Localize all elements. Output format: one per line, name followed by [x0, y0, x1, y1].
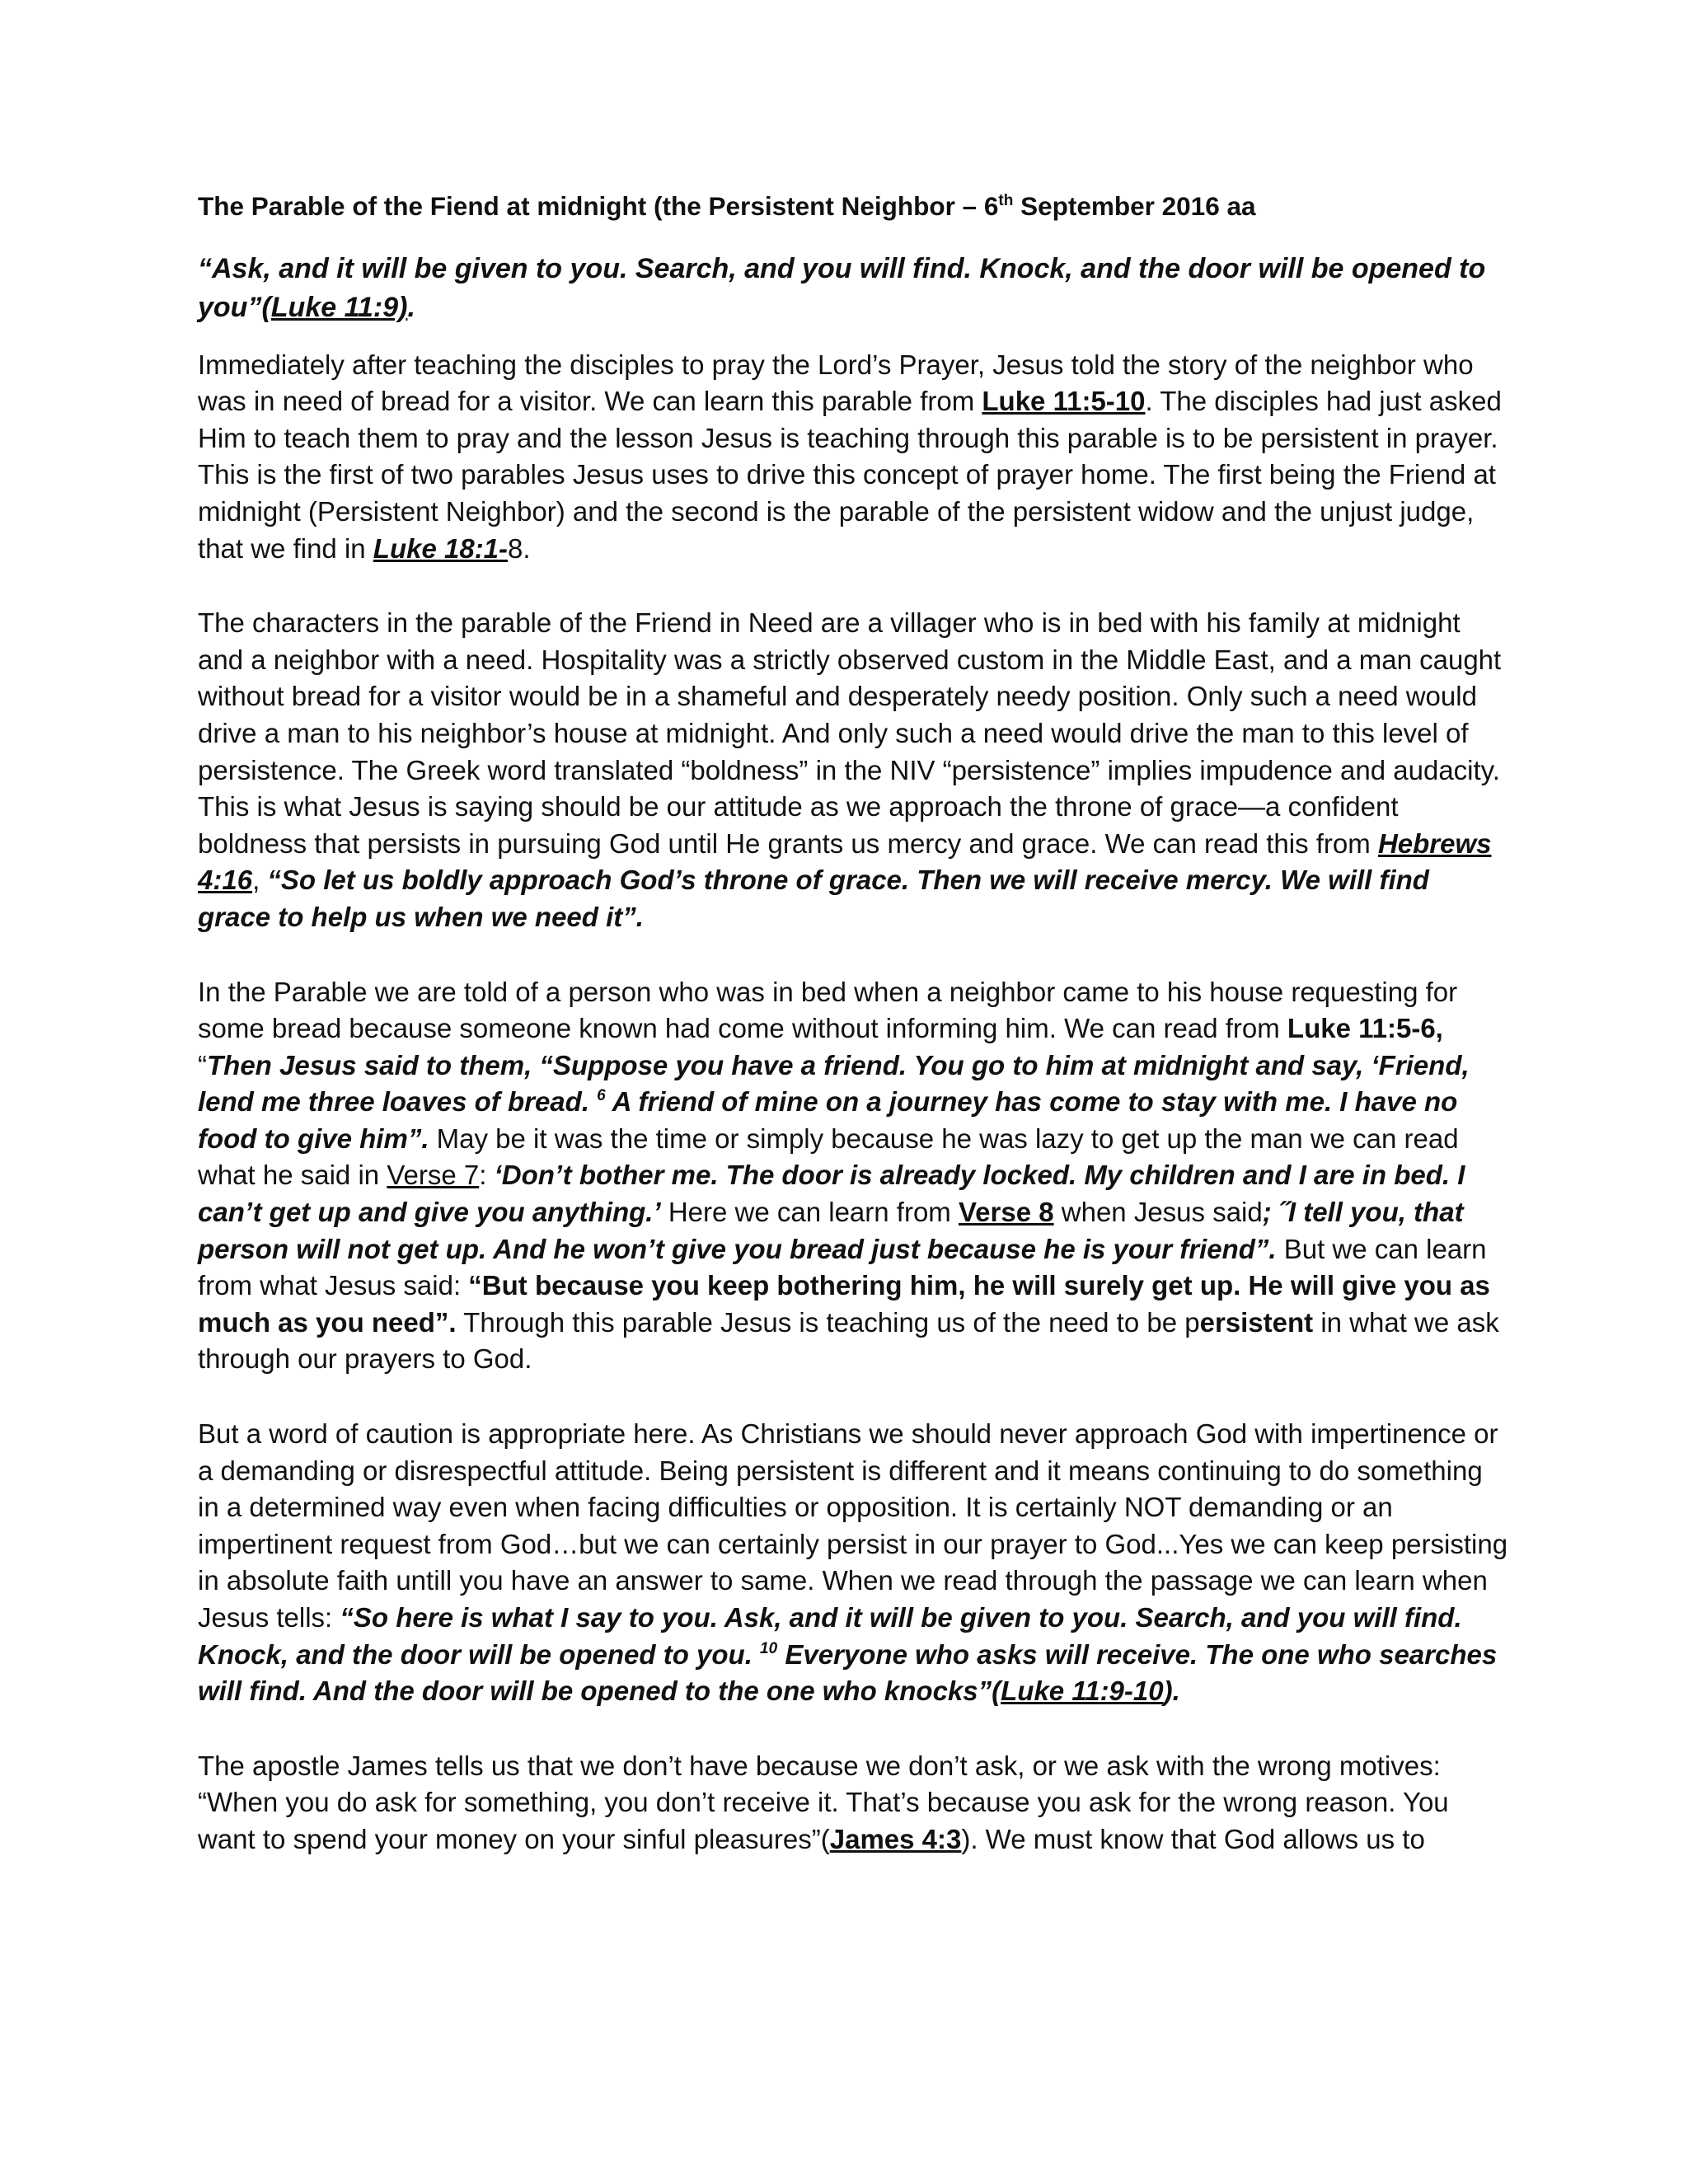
paragraph-intro: Immediately after teaching the disciples to pray the Lord’s Prayer, Jesus told the story of the neighbor who was in need of bread for a visitor. We can learn this parable from Luke 11:5-10. The disciples had just asked Him to teach them to pray and the lesson Jesus is teaching through this parable is to be persistent in prayer. This is the first of two parables Jesus uses to drive this concept of prayer home. The first being the Friend at midnight (Persistent Neighbor) and the second is the parable of the persistent widow and the unjust judge, that we find in Luke 18:1-8.: [198, 349, 1502, 564]
scripture-reference: Verse 8: [958, 1197, 1054, 1228]
page-title: The Parable of the Fiend at midnight (the Persistent Neighbor – 6th September 2016 aa: [198, 191, 1256, 221]
verse-number: 6: [597, 1087, 606, 1105]
paragraph-james: The apostle James tells us that we don’t have because we don’t ask, or we ask with the wrong motives: “When you do ask for something, you don’t receive it. That’s because you ask for the wrong reason. You want to spend your money on your sinful pleasures”(James 4:3). We must know that God allows us to: [198, 1750, 1449, 1854]
scripture-quote: “So let us boldly approach God’s throne of grace. Then we will receive mercy. We will find grace to help us when we need it”.: [198, 865, 1429, 932]
scripture-quote: ‘Don’t bother me. The door is already locked. My children and I are in bed. I can’t get up and give you anything.’: [198, 1160, 1465, 1228]
key-verse: “Ask, and it will be given to you. Search, and you will find. Knock, and the door will be opened to you”(Luke 11:9).: [198, 252, 1486, 323]
scripture-reference: Luke 18:1-: [373, 532, 509, 564]
scripture-quote: Then Jesus said to them, “Suppose you have a friend. You go to him at midnight and say, ‘Friend, lend me three loaves of bread.: [198, 1049, 1470, 1118]
scripture-reference: Hebrews 4:16: [198, 827, 1492, 896]
scripture-reference: Luke 11:9): [270, 291, 408, 323]
scripture-quote: “But because you keep bothering him, he will surely get up. He will give you as much as you need”.: [198, 1270, 1490, 1338]
scripture-reference: James 4:3: [829, 1823, 962, 1854]
paragraph-characters: The characters in the parable of the Friend in Need are a villager who is in bed with his family at midnight and a neighbor with a need. Hospitality was a strictly observed custom in the Middle East, and a man caught without bread for a visitor would be in a shameful and desperately needy position. Only such a need would drive a man to his neighbor’s house at midnight. And only such a need would drive the man to this level of persistence. The Greek word translated “boldness” in the NIV “persistence” implies impudence and audacity. This is what Jesus is saying should be our attitude as we approach the throne of grace—a confident boldness that persists in pursuing God until He grants us mercy and grace. We can read this from Hebrews 4:16, “So let us boldly approach God’s throne of grace. Then we will receive mercy. We will find grace to help us when we need it”.: [198, 607, 1502, 932]
scripture-reference: Luke 11:9-10: [1001, 1675, 1164, 1707]
paragraph-parable: In the Parable we are told of a person who was in bed when a neighbor came to his house requesting for some bread because someone known had come without informing him. We can read from Luke 11:5-6, “Then Jesus said to them, “Suppose you have a friend. You go to him at midnight and say, ‘Friend, lend me three loaves of bread. $^6$ A friend of mine on a journey has come to stay with me. I have no food to give him”. May be it was the time or simply because he was lazy to get up the man we can read what he said in Verse 7: ‘Don’t bother me. The door is already locked. My children and I are in bed. I can’t get up and give you anything.’ Here we can learn from Verse 8 when Jesus said; ˝I tell you, that person will not get up. And he won’t give you bread just because he is your friend”. But we can learn from what Jesus said: “But because you keep bothering him, he will surely get up. He will give you as much as you need”. Through this parable Jesus is teaching us of the need to be persistent in what we ask through our prayers to God.: [198, 976, 1499, 1375]
scripture-quote: ; ˝I tell you, that person will not get up. And he won’t give you bread just because he is your friend”.: [198, 1197, 1464, 1264]
verse-number: 10: [760, 1639, 778, 1657]
scripture-reference: Luke 11:5-6,: [1287, 1013, 1443, 1044]
paragraph-caution: But a word of caution is appropriate here. As Christians we should never approach God with impertinence or a demanding or disrespectful attitude. Being persistent is different and it means continuing to do something in a determined way even when facing difficulties or opposition. It is certainly NOT demanding or an impertinent request from God…but we can certainly persist in our prayer to God...Yes we can keep persisting in absolute faith untill you have an answer to same. When we read through the passage we can learn when Jesus tells: “So here is what I say to you. Ask, and it will be given to you. Search, and you will find. Knock, and the door will be opened to you. $^{10}$ Everyone who asks will receive. The one who searches will find. And the door will be opened to the one who knocks”(Luke 11:9-10).: [198, 1418, 1508, 1707]
scripture-quote: “So here is what I say to you. Ask, and it will be given to you. Search, and you will find. Knock, and the door will be opened to you.: [198, 1602, 1462, 1670]
scripture-reference: Verse 7: [387, 1160, 480, 1191]
ordinal-superscript: th: [998, 191, 1014, 209]
scripture-reference: Luke 11:5-10: [982, 386, 1146, 417]
document-body: [198, 188, 1508, 1858]
